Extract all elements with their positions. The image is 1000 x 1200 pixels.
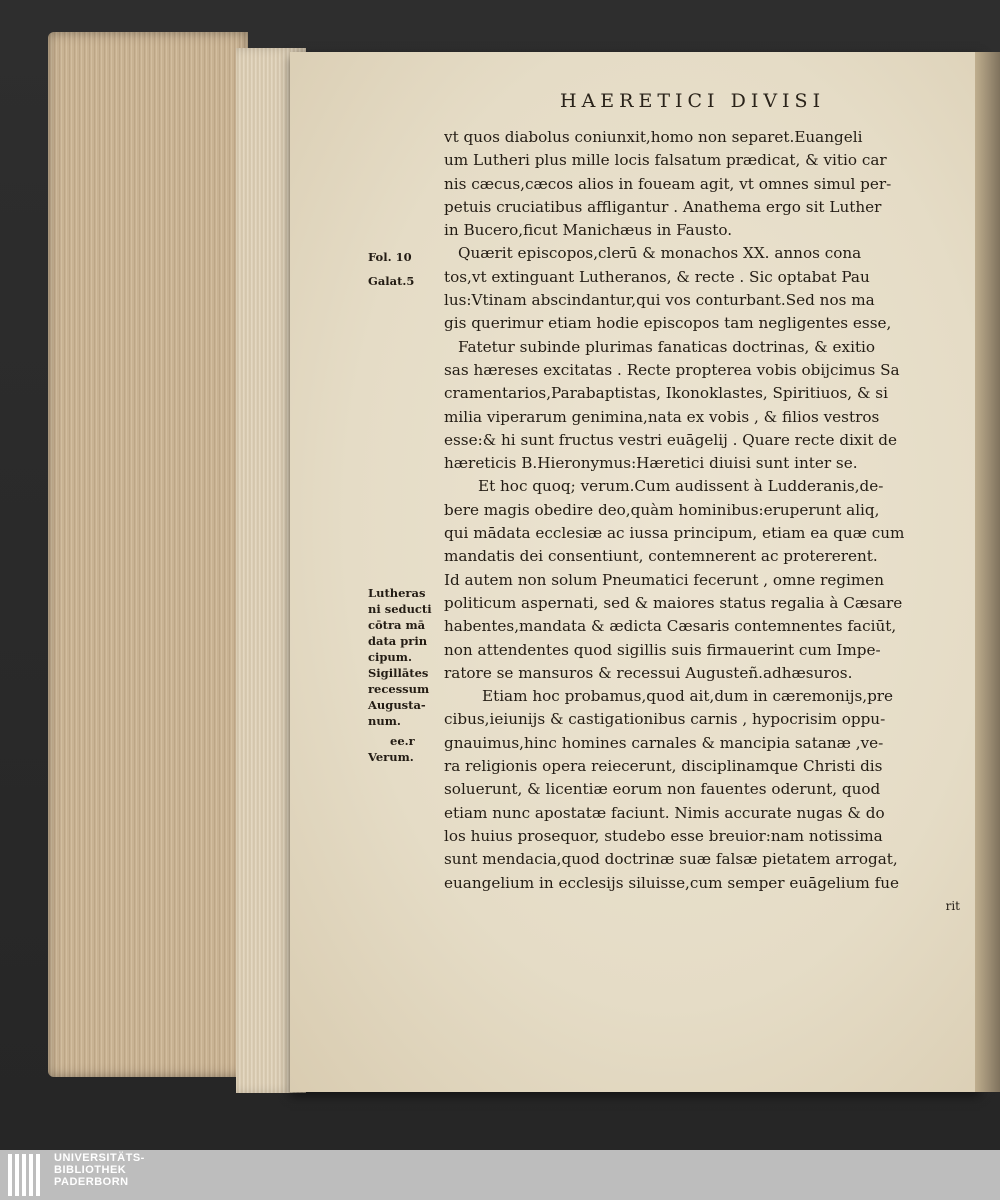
text-line: petuis cruciatibus affligantur . Anathema ergo sit Luther (444, 197, 882, 216)
margin-note: ee.r (390, 734, 415, 748)
text-line: milia viperarum genimina,nata ex vobis , & filios vestros (444, 407, 880, 426)
margin-note: Verum. (368, 750, 414, 764)
margin-note: recessum (368, 682, 430, 696)
text-line: soluerunt, & licentiæ eorum non fauentes oderunt, quod (444, 780, 881, 799)
body-text (444, 126, 964, 918)
margin-note: num. (368, 714, 401, 728)
text-line: ratore se mansuros & recessui Augusteñ.adhæsuros. (444, 663, 853, 682)
text-line: esse:& hi sunt fructus vestri euāgelij . Quare recte dixit de (444, 430, 897, 449)
margin-note: data prin (368, 634, 428, 648)
library-name-line: UNIVERSITÄTS- (54, 1152, 145, 1164)
text-line: cibus,ieiunijs & castigationibus carnis , hypocrisim oppu- (444, 710, 886, 729)
text-line: um Lutheri plus mille locis falsatum prædicat, & vitio car (444, 151, 887, 170)
text-line: gis querimur etiam hodie episcopos tam negligentes esse, (444, 314, 892, 333)
text-line: ra religionis opera reiecerunt, disciplinamque Christi dis (444, 757, 883, 776)
library-name-line: PADERBORN (54, 1176, 129, 1188)
library-name-line: BIBLIOTHEK (54, 1164, 127, 1176)
text-line: etiam nunc apostatæ faciunt. Nimis accurate nugas & do (444, 803, 885, 822)
text-line: non attendentes quod sigillis suis firmauerint cum Impe- (444, 640, 881, 659)
margin-note: Fol. 10 (368, 250, 412, 264)
text-line: bere magis obedire deo,quàm hominibus:eruperunt aliq, (444, 500, 880, 519)
library-name (54, 1152, 254, 1188)
margin-note: ni seducti (368, 602, 432, 616)
margin-note: Galat.5 (368, 274, 415, 288)
running-head: HAERETICI DIVISI (560, 90, 826, 112)
text-line: hæreticis B.Hieronymus:Hæretici diuisi sunt inter se. (444, 454, 858, 473)
text-line: lus:Vtinam abscindantur,qui vos conturbant.Sed nos ma (444, 291, 875, 310)
text-line: sas hæreses excitatas . Recte propterea vobis obijcimus Sa (444, 360, 900, 379)
text-line: in Bucero,ficut Manichæus in Fausto. (444, 221, 733, 240)
text-line: mandatis dei consentiunt, contemnerent ac protererent. (444, 547, 878, 566)
margin-note: Sigillātes (368, 666, 429, 680)
text-line: Quærit episcopos,clerū & monachos XX. annos cona (458, 244, 862, 263)
text-line: cramentarios,Parabaptistas, Ikonoklastes, Spiritiuos, & si (444, 384, 888, 403)
margin-note: cipum. (368, 650, 412, 664)
text-line: gnauimus,hinc homines carnales & mancipia satanæ ,ve- (444, 733, 884, 752)
text-line: tos,vt extinguant Lutheranos, & recte . Sic optabat Pau (444, 267, 870, 286)
text-line: Etiam hoc probamus,quod ait,dum in cæremonijs,pre (482, 687, 894, 706)
margin-note: Lutheras (368, 586, 426, 600)
text-line: politicum aspernati, sed & maiores status regalia à Cæsare (444, 593, 903, 612)
text-line: Fatetur subinde plurimas fanaticas doctrinas, & exitio (458, 337, 876, 356)
text-line: nis cæcus,cæcos alios in foueam agit, vt omnes simul per- (444, 174, 892, 193)
text-line: Et hoc quoq; verum.Cum audissent à Ludderanis,de- (478, 477, 884, 496)
margin-note: cōtra mā (368, 618, 426, 632)
text-line: habentes,mandata & ædicta Cæsaris contemnentes faciūt, (444, 617, 897, 636)
text-line: sunt mendacia,quod doctrinæ suæ falsæ pietatem arrogat, (444, 850, 898, 869)
text-line: qui mādata ecclesiæ ac iussa principum, etiam ea quæ cum (444, 524, 905, 543)
margin-note: Augusta- (368, 698, 426, 712)
text-line: vt quos diabolus coniunxit,homo non separet.Euangeli (444, 128, 863, 146)
text-line: Id autem non solum Pneumatici fecerunt , omne regimen (444, 570, 885, 589)
text-line: los huius prosequor, studebo esse breuior:nam notissima (444, 826, 883, 845)
library-logo-icon (6, 1150, 46, 1200)
catchword: rit (945, 898, 960, 913)
book-fore-edge (48, 32, 248, 1077)
gutter-shadow (975, 52, 1000, 1092)
text-line: euangelium in ecclesijs siluisse,cum semper euāgelium fue (444, 873, 900, 892)
